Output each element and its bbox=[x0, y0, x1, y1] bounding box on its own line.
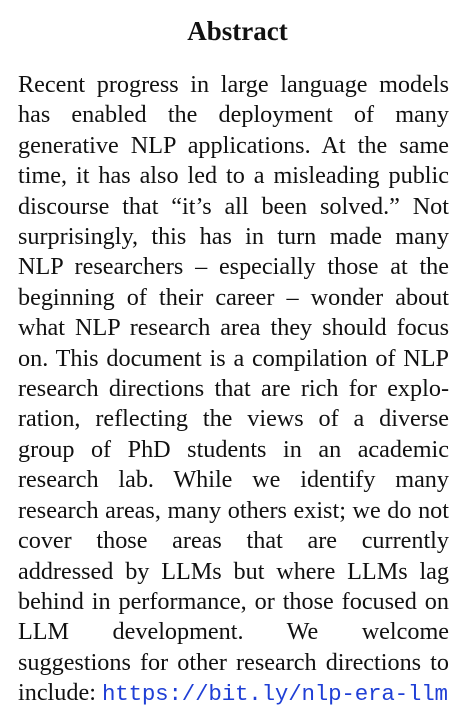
section-heading: Abstract bbox=[187, 16, 288, 46]
abstract-link[interactable]: https://bit.ly/nlp-era-llm bbox=[101, 681, 448, 708]
abstract-paragraph bbox=[18, 70, 449, 710]
abstract-text: Recent progress in large language models has enabled the deployment of many generative NLP applications. At the same time, it has also led to a misleading public discourse that “it’s all been solved.” Not surprisingly, this has in turn made many NLP researchers – especially those at the beginning of their career – wonder about what NLP research area they should focus on. This document is a compilation of NLP research directions that are rich for exploration, reflecting the views of a diverse group of PhD students in an academic research lab. While we identify many research areas, many others exist; we do not cover those areas that are currently addressed by LLMs but where LLMs lag behind in performance, or those focused on LLM development. We welcome suggestions for other research directions to include: bbox=[18, 71, 449, 707]
